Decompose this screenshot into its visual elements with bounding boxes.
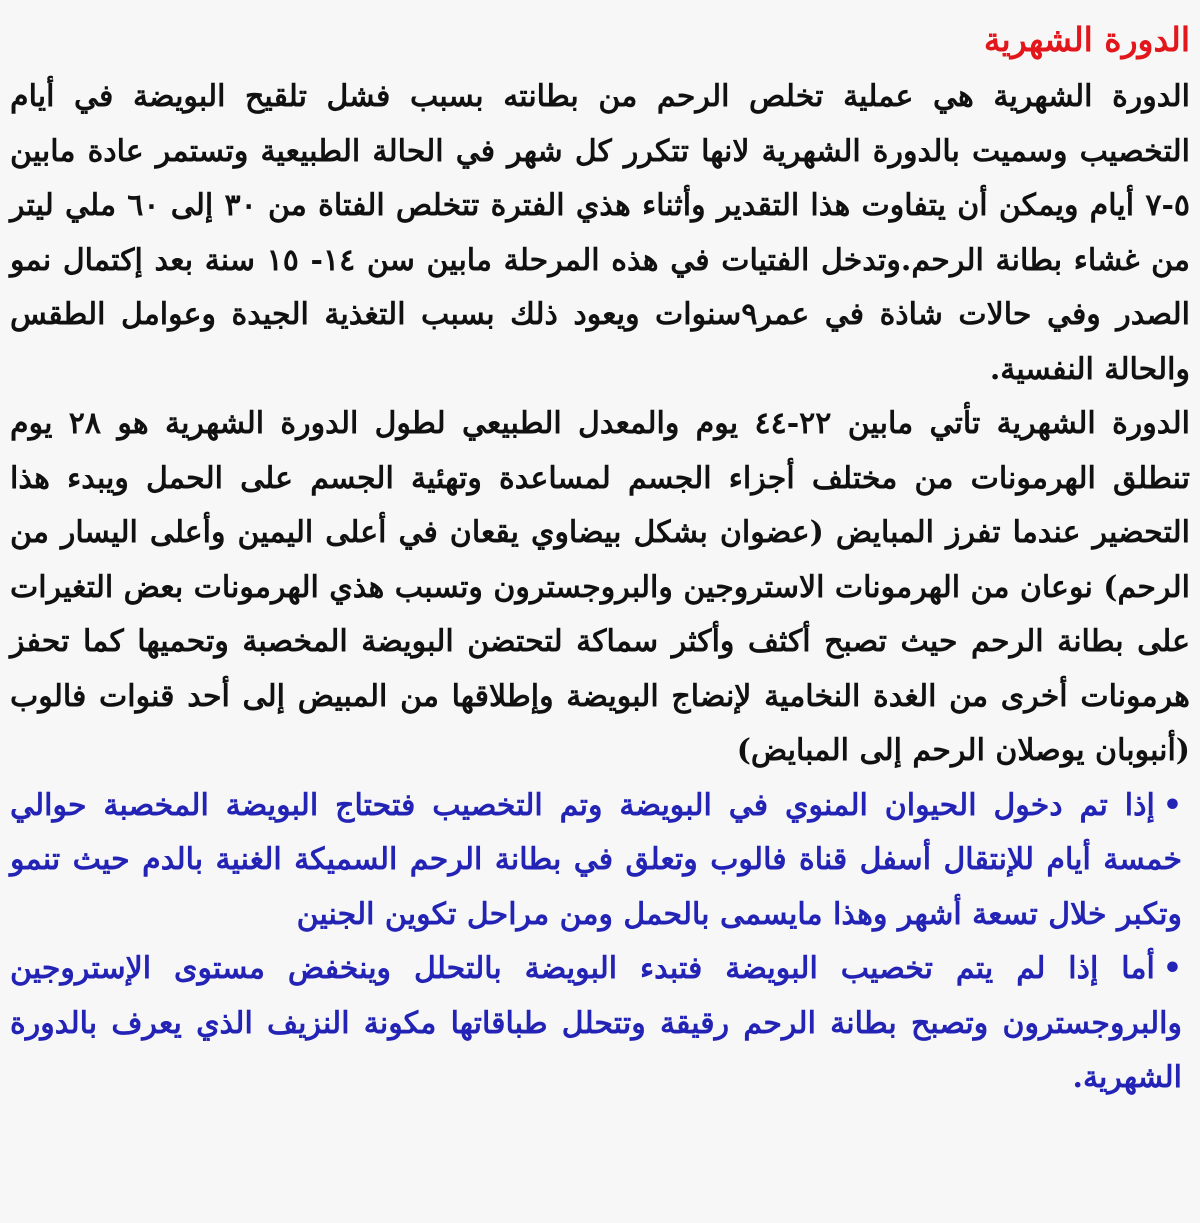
- bullet-item-fertilization: [10, 779, 1182, 943]
- bullet-text-fertilization: إذا تم دخول الحيوان المنوي في البويضة وتم التخصيب فتحتاج البويضة المخصبة حوالي خمسة أيام للإنتقال أسفل قناة فالوب وتعلق في بطانة الرحم السميكة الغنية بالدم حيث تنمو وتكبر خلال تسعة أشهر وهذا مايسمى بالحمل ومن مراحل تكوين الجنين: [10, 787, 1182, 932]
- page-title: الدورة الشهرية: [983, 20, 1190, 59]
- bullet-item-no-fertilization: [10, 942, 1182, 1106]
- bullet-dot-icon: •: [1162, 951, 1182, 986]
- paragraph-cycle-hormones: الدورة الشهرية تأتي مابين ٢٢-٤٤ يوم والمعدل الطبيعي لطول الدورة الشهرية هو ٢٨ يوم تنطلق الهرمونات من مختلف أجزاء الجسم لمساعدة وتهئية الجسم على الحمل ويبدء هذا التحضير عندما تفرز المبايض (عضوان بشكل بيضاوي يقعان في أعلى اليمين وأعلى اليسار من الرحم) نوعان من الهرمونات الاستروجين والبروجسترون وتسبب هذي الهرمونات بعض التغيرات على بطانة الرحم حيث تصبح أكثف وأكثر سماكة لتحتضن البويضة المخصبة وتحميها كما تحفز هرمونات أخرى من الغدة النخامية لإنضاج البويضة وإطلاقها من المبيض إلى أحد قنوات فالوب (أنبوبان يوصلان الرحم إلى المبايض): [10, 406, 1190, 768]
- bullet-dot-icon: •: [1162, 787, 1182, 823]
- bullet-text-no-fertilization: أما إذا لم يتم تخصيب البويضة فتبدء البويضة بالتحلل وينخفض مستوى الإستروجين والبروجسترون وتصبح بطانة الرحم رقيقة وتتحلل طباقاتها مكونة النزيف الذي يعرف بالدورة الشهرية.: [10, 951, 1182, 1095]
- paragraph-definition: الدورة الشهرية هي عملية تخلص الرحم من بطانته بسبب فشل تلقيح البويضة في أيام التخصيب وسميت بالدورة الشهرية لانها تتكرر كل شهر في الحالة الطبيعية وتستمر عادة مابين ٥-٧ أيام ويمكن أن يتفاوت هذا التقدير وأثناء هذي الفترة تتخلص الفتاة من ٣٠ إلى ٦٠ ملي ليتر من غشاء بطانة الرحم.وتدخل الفتيات في هذه المرحلة مابين سن ١٤- ١٥ سنة بعد إكتمال نمو الصدر وفي حالات شاذة في عمر٩سنوات ويعود ذلك بسبب التغذية الجيدة وعوامل الطقس والحالة النفسية.: [10, 79, 1191, 387]
- bullet-list: [10, 779, 1190, 1106]
